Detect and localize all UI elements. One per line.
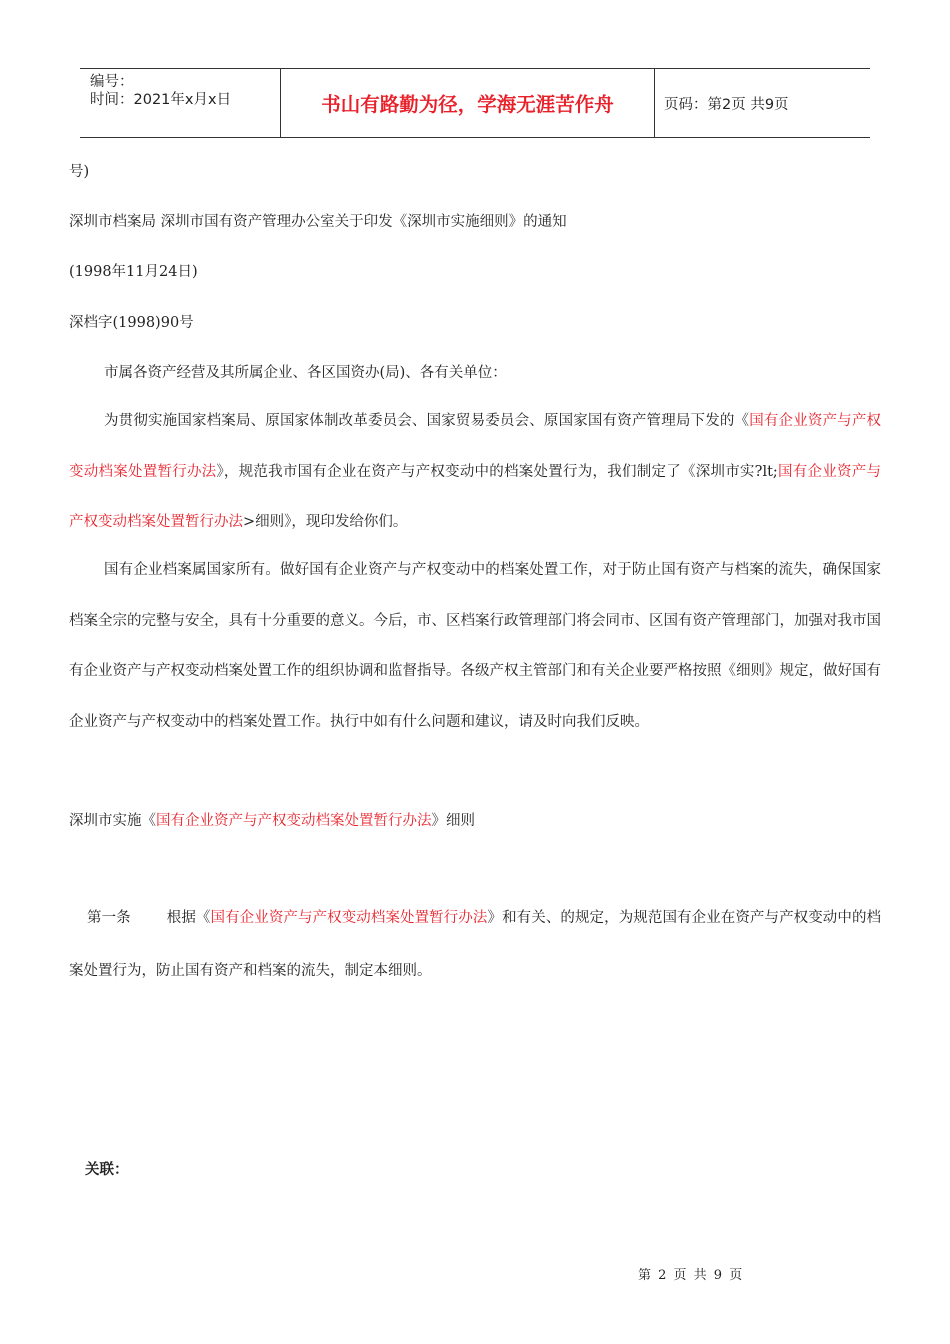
art1-text-b: 》和有关、的规定，为规范国有企业在资产与产权变动中的档案处置行为，防止国有资产和档案的流失，制定本细则。 [69,910,882,979]
rules-title [69,809,475,830]
paragraph-1 [69,396,881,548]
header-meta [80,69,281,137]
art1-text-a: 根据《 [166,910,211,926]
p1-text-c: >细则》，现印发给你们。 [243,514,408,530]
page-footer: 第 2 页 共 9 页 [638,1268,743,1283]
article-1 [69,892,881,998]
time-label: 时间：2021年x月x日 [90,92,232,108]
notice-title: 深圳市档案局 深圳市国有资产管理办公室关于印发《深圳市实施细则》的通知 [69,214,567,230]
p1-text-a: 为贯彻实施国家档案局、原国家体制改革委员会、国家贸易委员会、原国家国有资产管理局下发的《 [104,413,750,429]
document-header [80,68,870,138]
header-page-label: 页码：第2页 共9页 [664,96,789,113]
article-1-label: 第一条 [87,910,131,926]
paragraph-2: 国有企业档案属国家所有。做好国有企业资产与产权变动中的档案处置工作，对于防止国有资产与档案的流失，确保国家档案全宗的完整与安全，具有十分重要的意义。今后，市、区档案行政管理部门将会同市、区国有资产管理部门，加强对我市国有企业资产与产权变动档案处置工作的组织协调和监督指导。各级产权主管部门和有关企业要严格按照《细则》规定，做好国有企业资产与产权变动中的档案处置工作。执行中如有什么问题和建议，请及时向我们反映。 [69,562,881,730]
notice-date: (1998年11月24日) [69,264,198,280]
regulation-link-3[interactable]: 国有企业资产与产权变动档案处置暂行办法 [156,813,432,829]
serial-label: 编号： [90,74,134,90]
related-label: 关联： [85,1162,129,1178]
line-hao: 号) [69,164,90,180]
regulation-link-1[interactable]: 国有企业资产与产权变动档案处置暂行办法 [69,413,882,480]
salutation: 市属各资产经营及其所属企业、各区国资办(局)、各有关单位： [104,365,507,381]
regulation-link-2[interactable]: 国有企业资产与产权变动档案处置暂行办法 [69,463,882,530]
document-number: 深档字(1998)90号 [69,315,194,331]
rules-text-a: 深圳市实施《 [69,813,156,829]
header-motto: 书山有路勤为径，学海无涯苦作舟 [281,69,655,137]
rules-text-b: 》细则 [431,813,475,829]
p1-text-b: 》，规范我市国有企业在资产与产权变动中的档案处置行为，我们制定了《深圳市实?lt; [216,463,778,480]
regulation-link-4[interactable]: 国有企业资产与产权变动档案处置暂行办法 [210,910,488,926]
